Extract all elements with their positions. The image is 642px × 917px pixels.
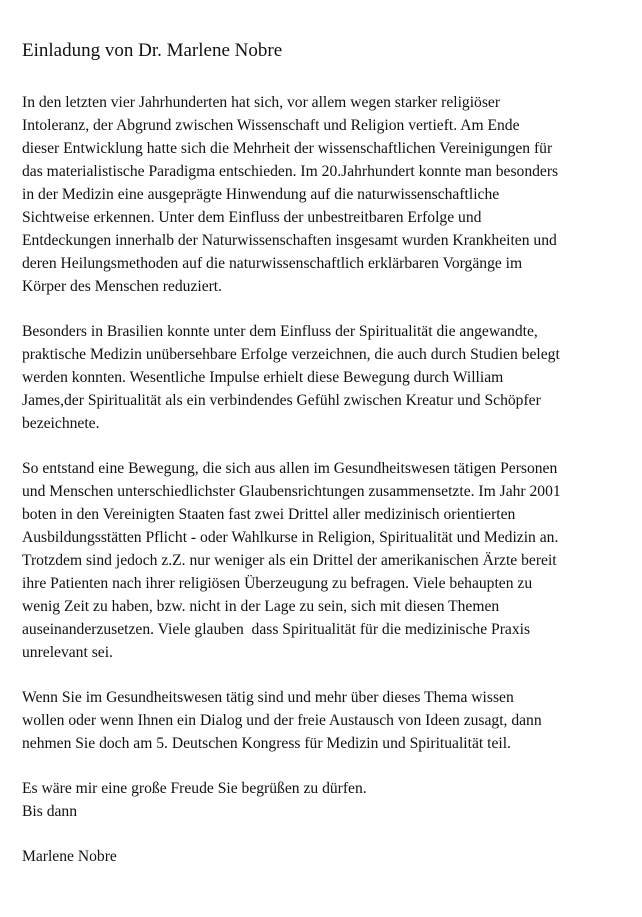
text-line: Ausbildungsstätten Pflicht - oder Wahlkurse in Religion, Spiritualität und Medizin an.: [22, 529, 559, 546]
text-line: Es wäre mir eine große Freude Sie begrüßen zu dürfen.: [22, 780, 367, 797]
document-page: [22, 38, 628, 890]
document-body: [22, 91, 628, 823]
text-line: James,der Spiritualität als ein verbindendes Gefühl zwischen Kreatur und Schöpfer: [22, 392, 541, 409]
text-line: ihre Patienten nach ihrer religiösen Überzeugung zu befragen. Viele behaupten zu: [22, 575, 533, 592]
text-line: Bis dann: [22, 803, 78, 820]
paragraph-5: [22, 777, 628, 823]
text-line: So entstand eine Bewegung, die sich aus allen im Gesundheitswesen tätigen Personen: [22, 460, 558, 477]
text-line: Intoleranz, der Abgrund zwischen Wissenschaft und Religion vertieft. Am Ende: [22, 117, 520, 134]
text-line: dieser Entwicklung hatte sich die Mehrheit der wissenschaftlichen Vereinigungen für: [22, 140, 553, 157]
text-line: auseinanderzusetzen. Viele glauben dass Spiritualität für die medizinische Praxis: [22, 621, 531, 638]
text-line: und Menschen unterschiedlichster Glaubensrichtungen zusammensetzte. Im Jahr 2001: [22, 483, 561, 500]
text-line: wollen oder wenn Ihnen ein Dialog und der freie Austausch von Ideen zusagt, dann: [22, 712, 542, 729]
paragraph-4: [22, 686, 628, 755]
signature: Marlene Nobre: [22, 848, 117, 865]
text-line: in der Medizin eine ausgeprägte Hinwendung auf die naturwissenschaftliche: [22, 186, 500, 203]
text-line: praktische Medizin unübersehbare Erfolge verzeichnen, die auch durch Studien belegt: [22, 346, 560, 363]
text-line: das materialistische Paradigma entschieden. Im 20.Jahrhundert konnte man besonders: [22, 163, 559, 180]
paragraph-1: [22, 91, 628, 298]
text-line: wenig Zeit zu haben, bzw. nicht in der Lage zu sein, sich mit diesen Themen: [22, 598, 500, 615]
text-line: bezeichnete.: [22, 415, 100, 432]
text-line: Entdeckungen innerhalb der Naturwissenschaften insgesamt wurden Krankheiten und: [22, 232, 557, 249]
text-line: Besonders in Brasilien konnte unter dem Einfluss der Spiritualität die angewandte,: [22, 323, 538, 340]
text-line: nehmen Sie doch am 5. Deutschen Kongress für Medizin und Spiritualität teil.: [22, 735, 511, 752]
text-line: In den letzten vier Jahrhunderten hat sich, vor allem wegen starker religiöser: [22, 94, 501, 111]
text-line: werden konnten. Wesentliche Impulse erhielt diese Bewegung durch William: [22, 369, 504, 386]
text-line: unrelevant sei.: [22, 644, 113, 661]
text-line: Wenn Sie im Gesundheitswesen tätig sind und mehr über dieses Thema wissen: [22, 689, 514, 706]
text-line: deren Heilungsmethoden auf die naturwissenschaftlich erklärbaren Vorgänge im: [22, 255, 523, 272]
paragraph-3: [22, 457, 628, 664]
document-title: Einladung von Dr. Marlene Nobre: [22, 40, 283, 61]
text-line: boten in den Vereinigten Staaten fast zwei Drittel aller medizinisch orientierten: [22, 506, 516, 523]
paragraph-2: [22, 320, 628, 435]
text-line: Trotzdem sind jedoch z.Z. nur weniger als ein Drittel der amerikanischen Ärzte bereit: [22, 552, 557, 569]
text-line: Sichtweise erkennen. Unter dem Einfluss der unbestreitbaren Erfolge und: [22, 209, 482, 226]
text-line: Körper des Menschen reduziert.: [22, 278, 223, 295]
